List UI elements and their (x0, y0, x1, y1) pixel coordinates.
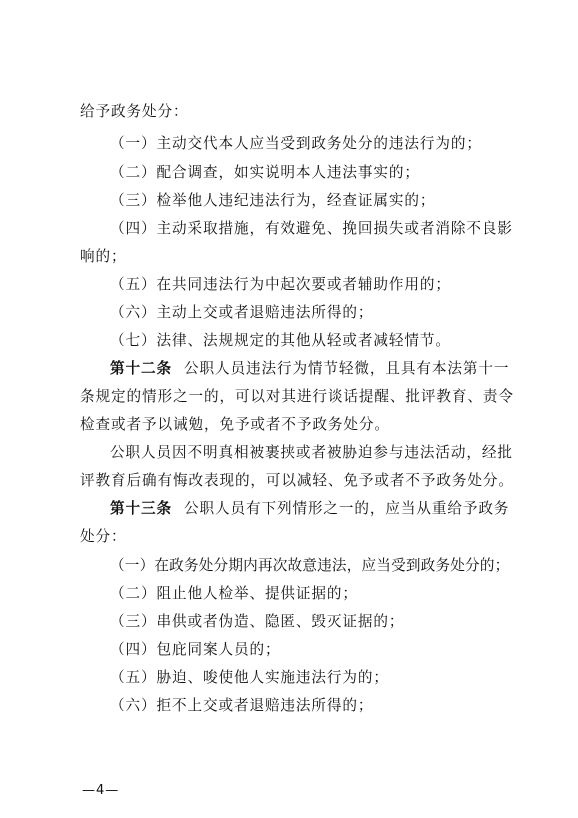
list-item: （三）检举他人违纪违法行为，经查证属实的； (110, 192, 436, 209)
list-item: （三）串供或者伪造、隐匿、毁灭证据的； (110, 613, 405, 630)
article-12-text: 公职人员违法行为情节轻微，且具有本法第十一 (183, 360, 510, 377)
article-13-first-line (110, 499, 509, 519)
paragraph-line: 响的； (80, 248, 127, 265)
list-item: （七）法律、法规规定的其他从轻或者减轻情节。 (110, 332, 451, 349)
article-12-title: 第十二条 (110, 360, 172, 377)
list-item: （四）包庇同案人员的； (110, 641, 281, 658)
paragraph-line: 公职人员因不明真相被裹挟或者被胁迫参与违法活动，经批 (110, 444, 513, 461)
list-item: （六）拒不上交或者退赔违法所得的； (110, 697, 374, 714)
article-13-title: 第十三条 (110, 500, 172, 517)
list-item: （五）在共同违法行为中起次要或者辅助作用的； (110, 276, 451, 293)
paragraph-line: 处分： (80, 528, 127, 545)
article-12-first-line (110, 359, 509, 379)
list-item: （二）配合调查，如实说明本人违法事实的； (110, 164, 420, 181)
list-item: （五）胁迫、唆使他人实施违法行为的； (110, 669, 389, 686)
paragraph-line: 检查或者予以诫勉，免予或者不予政务处分。 (80, 416, 390, 433)
list-item: （一）在政务处分期内再次故意违法，应当受到政务处分的； (110, 557, 510, 574)
paragraph-line: 条规定的情形之一的，可以对其进行谈话提醒、批评教育、责令 (80, 388, 514, 405)
list-item: （二）阻止他人检举、提供证据的； (110, 585, 358, 602)
article-13-text: 公职人员有下列情形之一的，应当从重给予政务 (183, 500, 510, 517)
list-item: （一）主动交代本人应当受到政务处分的违法行为的； (110, 135, 482, 152)
paragraph-line: 评教育后确有悔改表现的，可以减轻、免予或者不予政务处分。 (80, 472, 514, 489)
paragraph-line: 给予政务处分： (80, 103, 189, 120)
list-item: （六）主动上交或者退赔违法所得的； (110, 304, 374, 321)
list-item: （四）主动采取措施，有效避免、挽回损失或者消除不良影 (110, 220, 513, 237)
page-number: —4— (82, 783, 120, 798)
